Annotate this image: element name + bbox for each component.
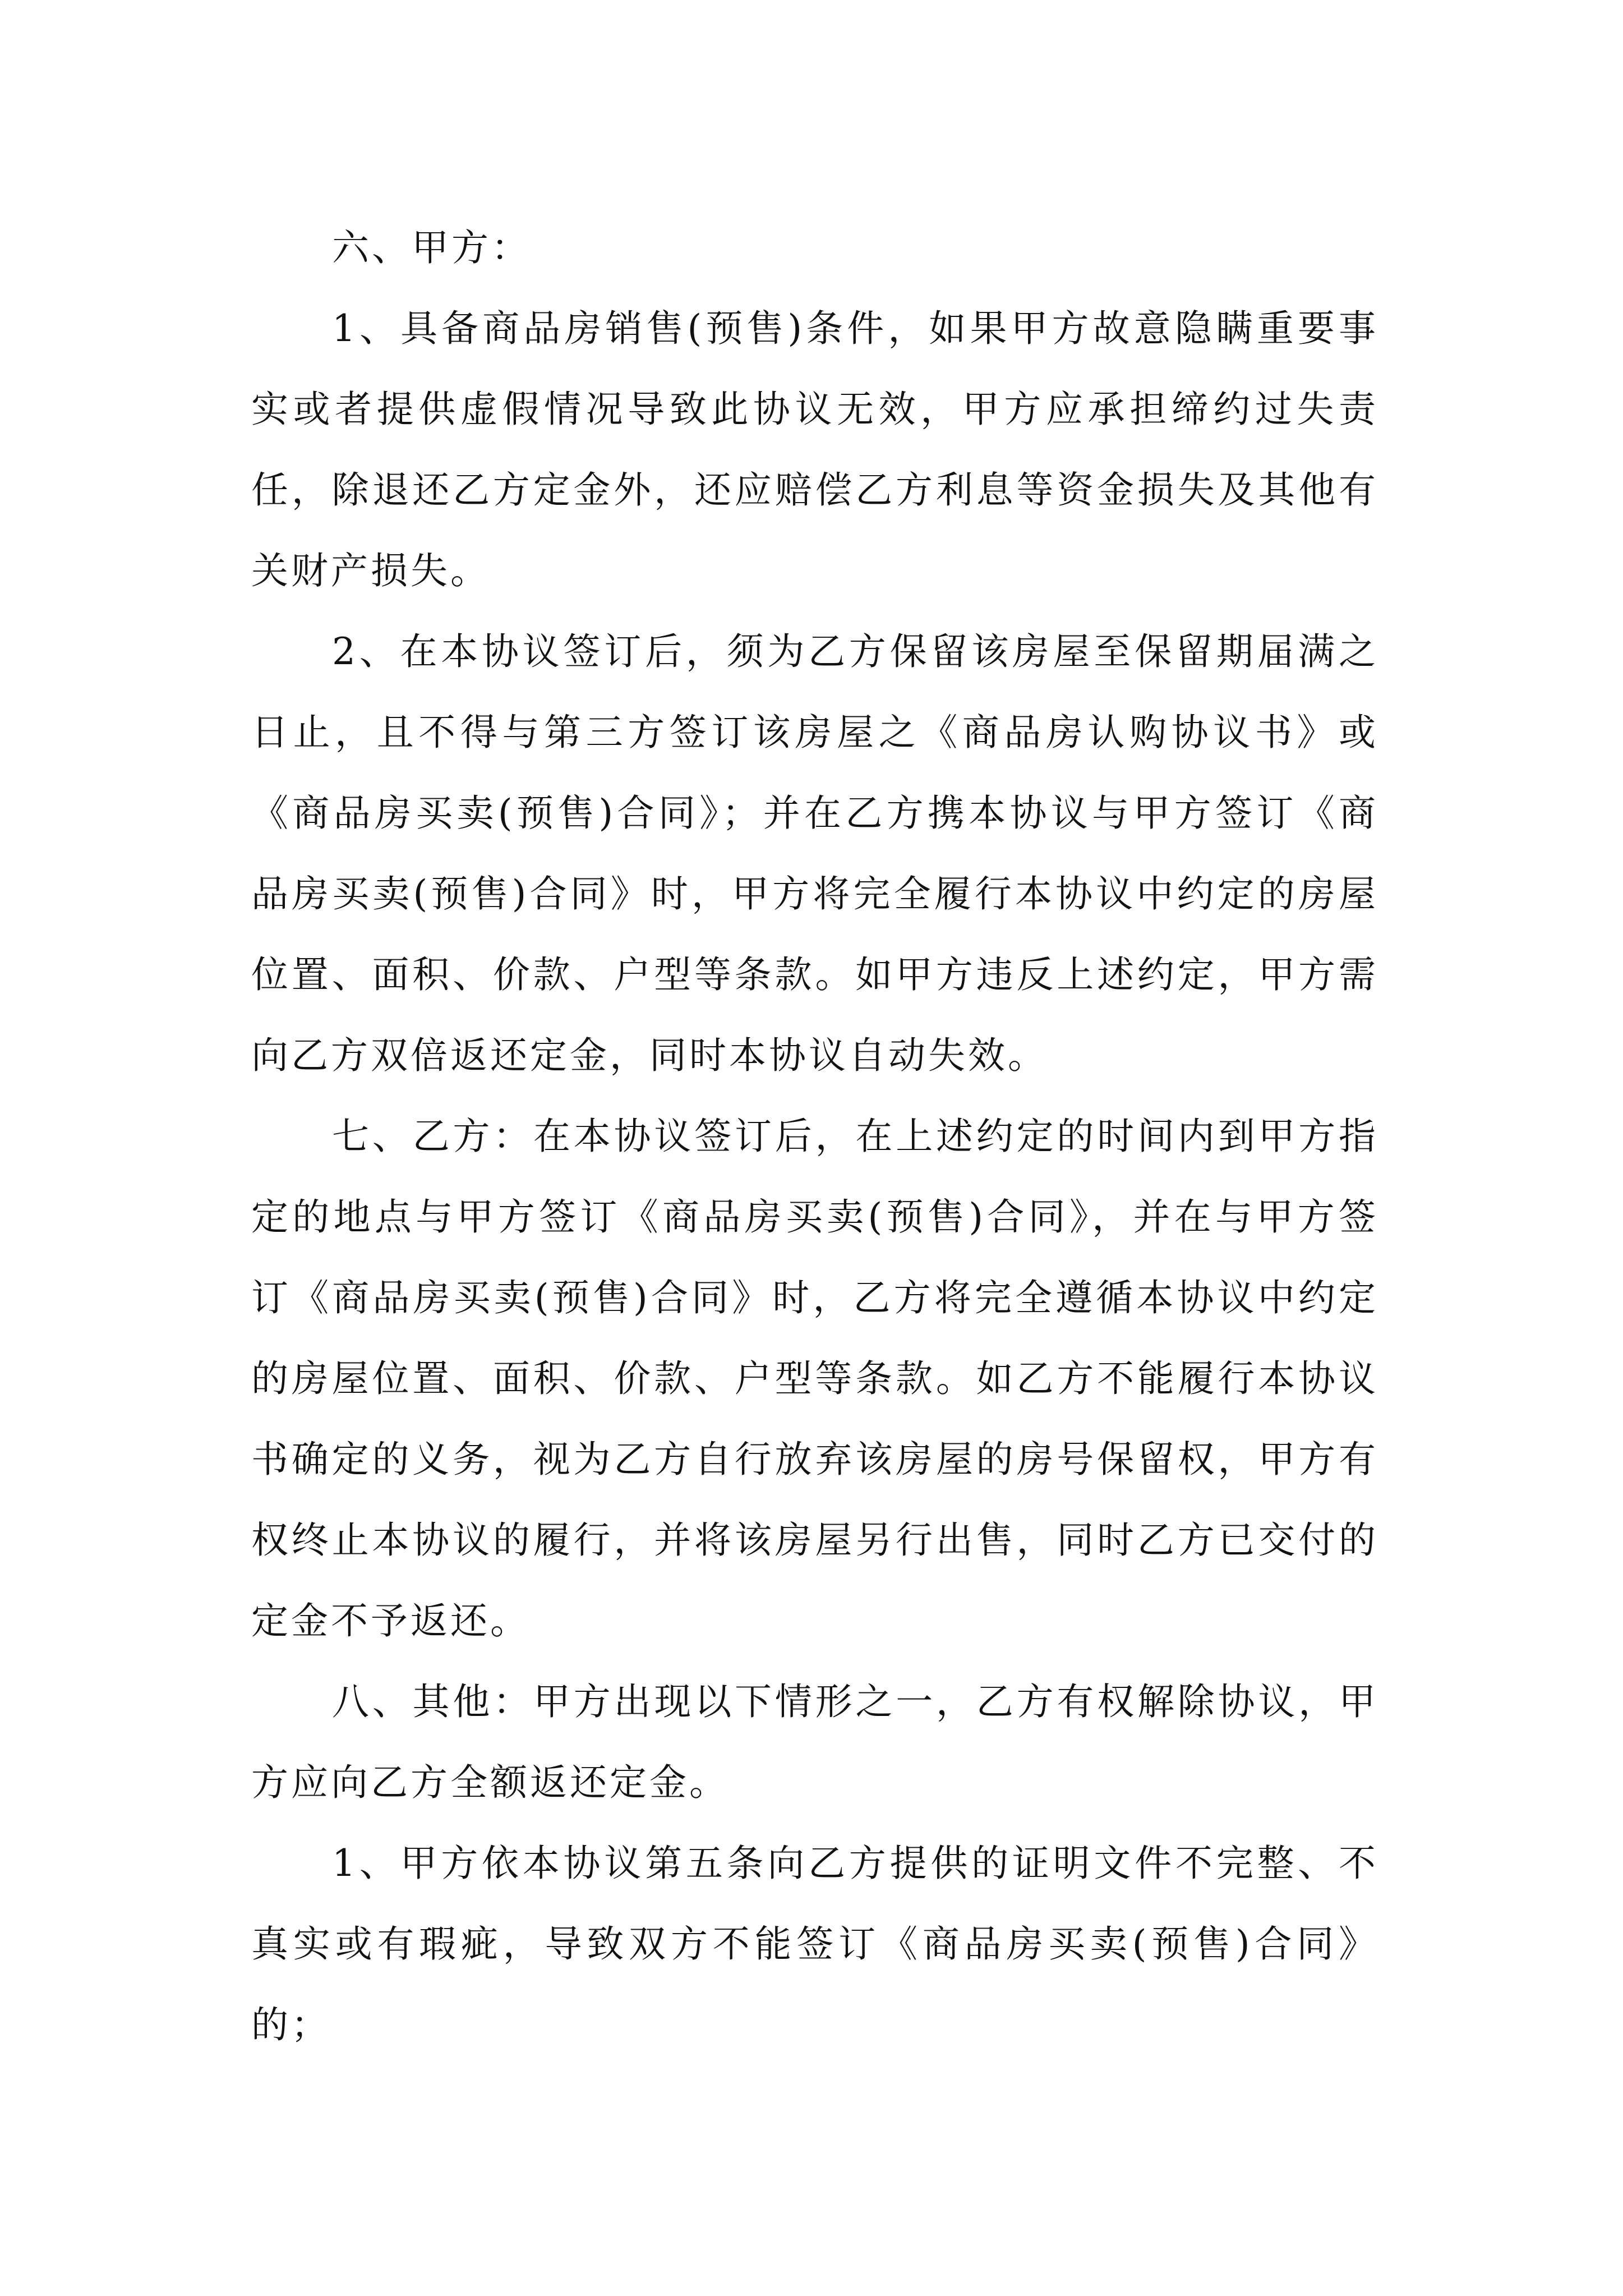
section-six-heading: 六、甲方： [332, 226, 531, 269]
section-seven: 七、乙方：在本协议签订后，在上述约定的时间内到甲方指定的地点与甲方签订《商品房买卖(预售)合同》，并在与甲方签订《商品房买卖(预售)合同》时，乙方将完全遵循本协议中约定的房屋位置、面积、价款、户型等条款。如乙方不能履行本协议书确定的义务，视为乙方自行放弃该房屋的房号保留权，甲方有权终止本协议的履行，并将该房屋另行出售，同时乙方已交付的定金不予返还。 [251, 1115, 1378, 1642]
document-body [251, 208, 1378, 2065]
section-eight-item-1: 1、甲方依本协议第五条向乙方提供的证明文件不完整、不真实或有瑕疵，导致双方不能签订《商品房买卖(预售)合同》的； [251, 1842, 1378, 2046]
section-six-item-2: 2、在本协议签订后，须为乙方保留该房屋至保留期届满之日止，且不得与第三方签订该房屋之《商品房认购协议书》或《商品房买卖(预售)合同》；并在乙方携本协议与甲方签订《商品房买卖(预售)合同》时，甲方将完全履行本协议中约定的房屋位置、面积、价款、户型等条款。如甲方违反上述约定，甲方需向乙方双倍返还定金，同时本协议自动失效。 [251, 630, 1378, 1077]
section-six-item-1: 1、具备商品房销售(预售)条件，如果甲方故意隐瞒重要事实或者提供虚假情况导致此协议无效，甲方应承担缔约过失责任，除退还乙方定金外，还应赔偿乙方利息等资金损失及其他有关财产损失。 [251, 307, 1378, 592]
section-eight: 八、其他：甲方出现以下情形之一，乙方有权解除协议，甲方应向乙方全额返还定金。 [251, 1680, 1378, 1804]
